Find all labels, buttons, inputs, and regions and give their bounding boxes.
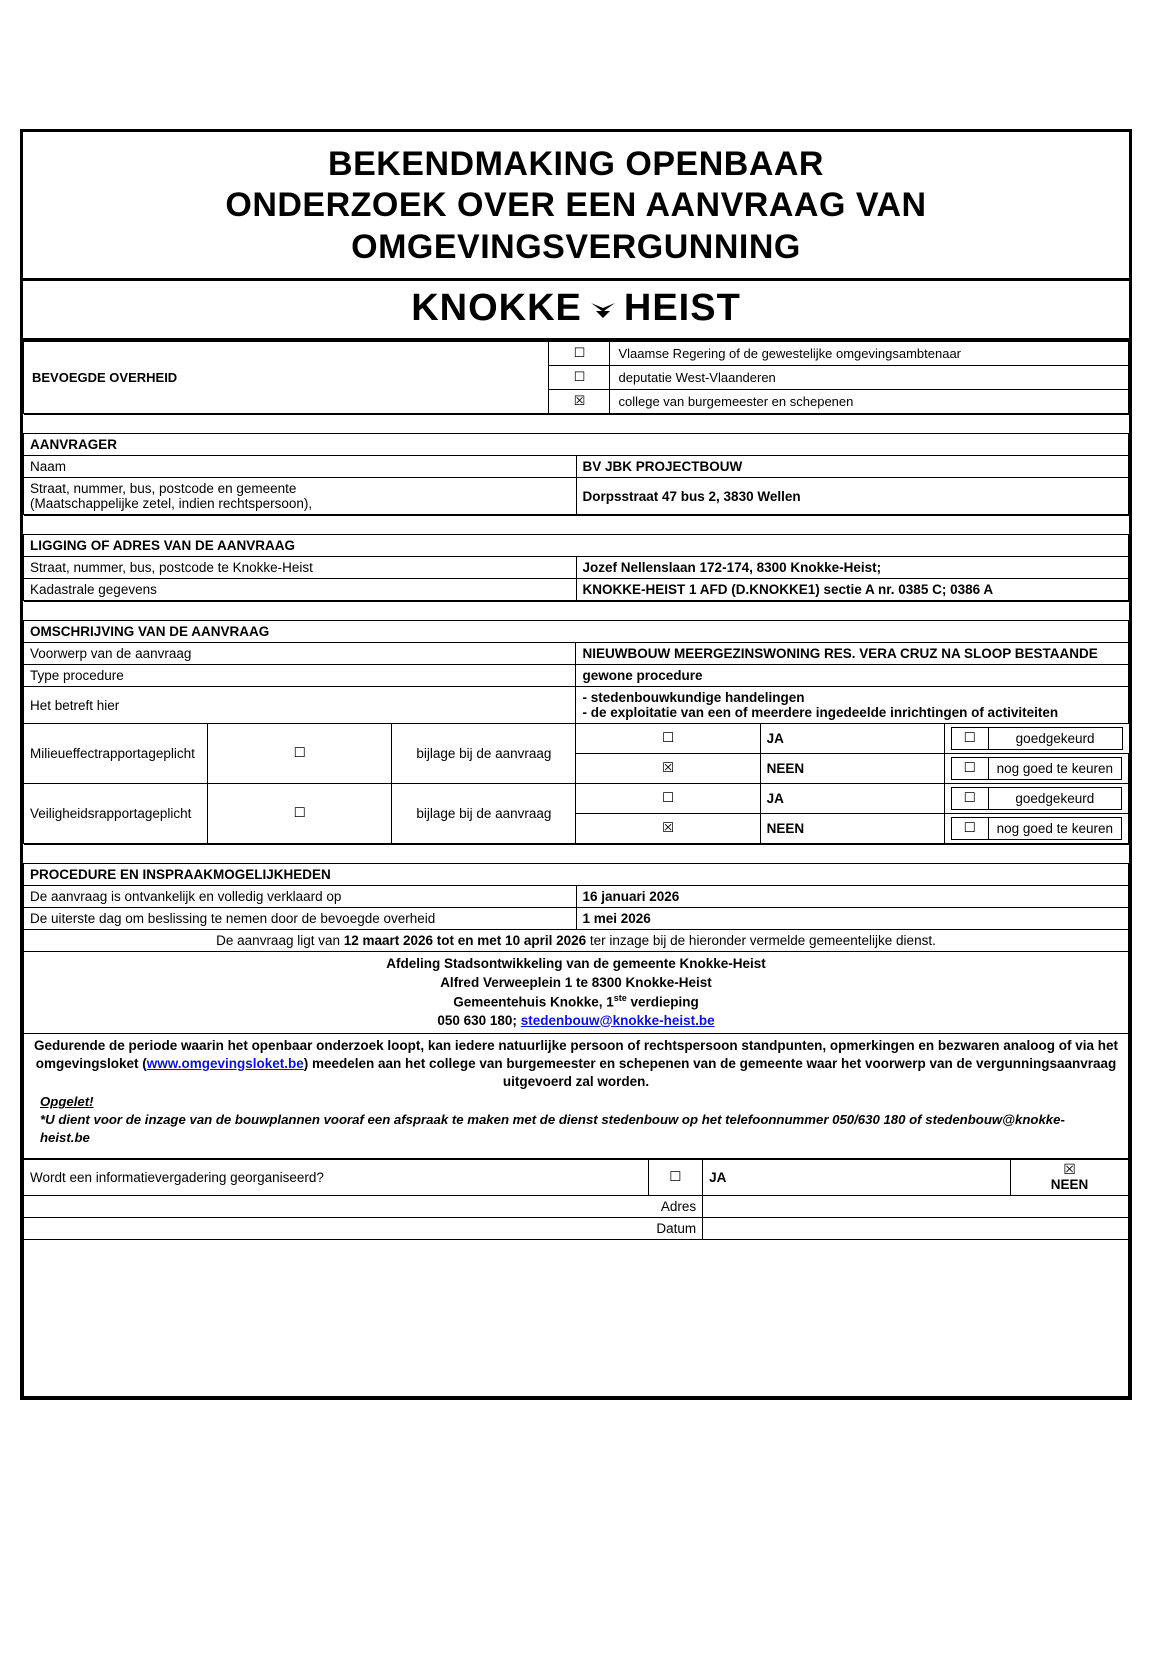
authority-checkbox-1[interactable]: ☐ bbox=[549, 366, 610, 390]
mer-goedgekeurd-label: goedgekeurd bbox=[988, 728, 1122, 750]
title-line-3: OMGEVINGSVERGUNNING bbox=[351, 227, 801, 266]
vr-neen-label: NEEN bbox=[760, 814, 944, 844]
authority-checkbox-0[interactable]: ☐ bbox=[549, 342, 610, 366]
object-label: Voorwerp van de aanvraag bbox=[24, 643, 576, 665]
contact-line-0: Afdeling Stadsontwikkeling van de gemeente Knokke-Heist bbox=[386, 956, 766, 972]
mer-goedgekeurd-checkbox[interactable]: ☐ bbox=[951, 728, 988, 750]
notice-part1: Gedurende de periode waarin het openbaar onderzoek loopt, kan iedere natuurlijke persoon of rechtspersoon standpunten, opmerkingen en bezwaren analoog of via het omgevingsloket ( bbox=[34, 1037, 1118, 1071]
info-meeting-neen-cell[interactable] bbox=[1011, 1159, 1129, 1195]
mer-ja-label: JA bbox=[760, 724, 944, 754]
location-cadastral-label: Kadastrale gegevens bbox=[24, 579, 577, 601]
mer-bijlage-label: bijlage bij de aanvraag bbox=[392, 724, 576, 784]
vr-goedgekeurd-label: goedgekeurd bbox=[988, 788, 1121, 810]
adres-field[interactable] bbox=[703, 1195, 1129, 1217]
title-line-2: ONDERZOEK OVER EEN AANVRAAG VAN bbox=[225, 186, 927, 225]
decision-deadline-value: 1 mei 2026 bbox=[576, 908, 1129, 930]
notice-part2: ) meedelen aan het college van burgemeester en schepenen van de gemeente waar het voorwerp van de vergunningsaanvraag uitgevoerd zal worden. bbox=[303, 1056, 1117, 1090]
info-meeting-neen-checkbox[interactable]: ☒ bbox=[1063, 1161, 1076, 1178]
vr-bijlage-checkbox[interactable]: ☐ bbox=[208, 784, 392, 844]
vr-nog-checkbox[interactable]: ☐ bbox=[951, 818, 988, 840]
info-meeting-ja-checkbox[interactable]: ☐ bbox=[648, 1159, 703, 1195]
betreft-value-0: - stedenbouwkundige handelingen bbox=[582, 690, 805, 706]
inspection-period bbox=[24, 930, 1129, 952]
applicant-section-header: AANVRAGER bbox=[24, 434, 1129, 456]
applicant-table bbox=[23, 414, 1129, 515]
applicant-address-label-line2: (Maatschappelijke zetel, indien rechtspersoon), bbox=[30, 496, 313, 512]
mer-bijlage-checkbox[interactable]: ☐ bbox=[208, 724, 392, 784]
vr-nog-label: nog goed te keuren bbox=[988, 818, 1121, 840]
vr-label: Veiligheidsrapportageplicht bbox=[24, 784, 208, 844]
datum-label: Datum bbox=[24, 1217, 703, 1239]
public-notice bbox=[24, 1033, 1129, 1158]
adres-label: Adres bbox=[24, 1195, 703, 1217]
seagull-icon bbox=[588, 294, 618, 324]
warning-text: *U dient voor de inzage van de bouwplannen vooraf een afspraak te maken met de dienst stedenbouw op het telefoonnummer 050/630 180 of stedenbouw@knokke-heist.be bbox=[40, 1112, 1065, 1146]
opgelet-label: Opgelet! bbox=[40, 1094, 94, 1110]
mer-ja-checkbox[interactable]: ☐ bbox=[576, 724, 760, 754]
authority-checkbox-2[interactable]: ☒ bbox=[549, 390, 610, 414]
vr-neen-checkbox[interactable]: ☒ bbox=[576, 814, 760, 844]
inspection-dates: 12 maart 2026 tot en met 10 april 2026 bbox=[343, 933, 587, 949]
inspection-prefix: De aanvraag ligt van bbox=[216, 933, 344, 949]
info-meeting-ja-label: JA bbox=[703, 1159, 1011, 1195]
info-meeting-neen-label: NEEN bbox=[1050, 1176, 1089, 1192]
logo-text-left: KNOKKE bbox=[411, 287, 582, 330]
contact-block bbox=[24, 952, 1129, 1033]
procedure-type-label: Type procedure bbox=[24, 665, 576, 687]
procedure-type-value: gewone procedure bbox=[576, 665, 1129, 687]
receivable-label: De aanvraag is ontvankelijk en volledig verklaard op bbox=[24, 886, 577, 908]
procedure-section-header: PROCEDURE EN INSPRAAKMOGELIJKHEDEN bbox=[24, 864, 1129, 886]
authority-label: BEVOEGDE OVERHEID bbox=[24, 342, 549, 414]
authority-option-0: Vlaamse Regering of de gewestelijke omgevingsambtenaar bbox=[610, 342, 1129, 366]
betreft-value-1: - de exploitatie van een of meerdere ingedeelde inrichtingen of activiteiten bbox=[582, 705, 1059, 721]
decision-deadline-label: De uiterste dag om beslissing te nemen door de bevoegde overheid bbox=[24, 908, 577, 930]
contact-line-3 bbox=[30, 1012, 1122, 1030]
municipality-logo bbox=[23, 281, 1129, 341]
authority-option-2: college van burgemeester en schepenen bbox=[610, 390, 1129, 414]
receivable-value: 16 januari 2026 bbox=[576, 886, 1129, 908]
location-section-header: LIGGING OF ADRES VAN DE AANVRAAG bbox=[24, 535, 1129, 557]
contact-line-2: Gemeentehuis Knokke, 1ste verdieping bbox=[453, 992, 699, 1010]
omgevingsloket-link[interactable]: www.omgevingsloket.be bbox=[146, 1056, 304, 1071]
mer-nog-label: nog goed te keuren bbox=[988, 758, 1121, 780]
vr-ja-checkbox[interactable]: ☐ bbox=[576, 784, 760, 814]
vr-goedgekeurd-checkbox[interactable]: ☐ bbox=[951, 788, 988, 810]
info-meeting-question: Wordt een informatievergadering georganiseerd? bbox=[24, 1159, 649, 1195]
procedure-table bbox=[23, 844, 1129, 1158]
location-street-value: Jozef Nellenslaan 172-174, 8300 Knokke-Heist; bbox=[576, 557, 1129, 579]
bekendmaking-document bbox=[20, 129, 1132, 1400]
mer-neen-label: NEEN bbox=[760, 754, 944, 784]
contact-phone: 050 630 180; bbox=[437, 1012, 521, 1028]
mer-label: Milieueffectrapportageplicht bbox=[24, 724, 208, 784]
blank-signature-area bbox=[24, 1239, 1129, 1396]
inspection-suffix: ter inzage bij de hieronder vermelde gemeentelijke dienst. bbox=[586, 933, 936, 949]
title-line-1: BEKENDMAKING OPENBAAR bbox=[328, 145, 824, 183]
authority-table bbox=[23, 341, 1129, 414]
location-cadastral-value: KNOKKE-HEIST 1 AFD (D.KNOKKE1) sectie A nr. 0385 C; 0386 A bbox=[576, 579, 1129, 601]
applicant-name-value: BV JBK PROJECTBOUW bbox=[576, 456, 1129, 478]
contact-email-link[interactable]: stedenbouw@knokke-heist.be bbox=[520, 1012, 715, 1028]
vr-bijlage-label: bijlage bij de aanvraag bbox=[392, 784, 576, 844]
datum-field[interactable] bbox=[703, 1217, 1129, 1239]
mer-nog-checkbox[interactable]: ☐ bbox=[951, 758, 988, 780]
description-table bbox=[23, 601, 1129, 844]
betreft-label: Het betreft hier bbox=[24, 687, 576, 724]
description-section-header: OMSCHRIJVING VAN DE AANVRAAG bbox=[24, 621, 1129, 643]
logo-text-right: HEIST bbox=[623, 287, 741, 330]
vr-ja-label: JA bbox=[760, 784, 944, 814]
info-meeting-table bbox=[23, 1159, 1129, 1397]
object-value: NIEUWBOUW MEERGEZINSWONING RES. VERA CRUZ NA SLOOP BESTAANDE bbox=[576, 643, 1129, 665]
contact-line-1: Alfred Verweeplein 1 te 8300 Knokke-Heist bbox=[440, 974, 712, 990]
document-title bbox=[23, 132, 1129, 281]
location-street-label: Straat, nummer, bus, postcode te Knokke-Heist bbox=[24, 557, 577, 579]
applicant-name-label: Naam bbox=[24, 456, 577, 478]
authority-option-1: deputatie West-Vlaanderen bbox=[610, 366, 1129, 390]
location-table bbox=[23, 515, 1129, 601]
applicant-address-label-line1: Straat, nummer, bus, postcode en gemeente bbox=[30, 481, 297, 497]
mer-neen-checkbox[interactable]: ☒ bbox=[576, 754, 760, 784]
applicant-address-value: Dorpsstraat 47 bus 2, 3830 Wellen bbox=[576, 478, 1129, 515]
